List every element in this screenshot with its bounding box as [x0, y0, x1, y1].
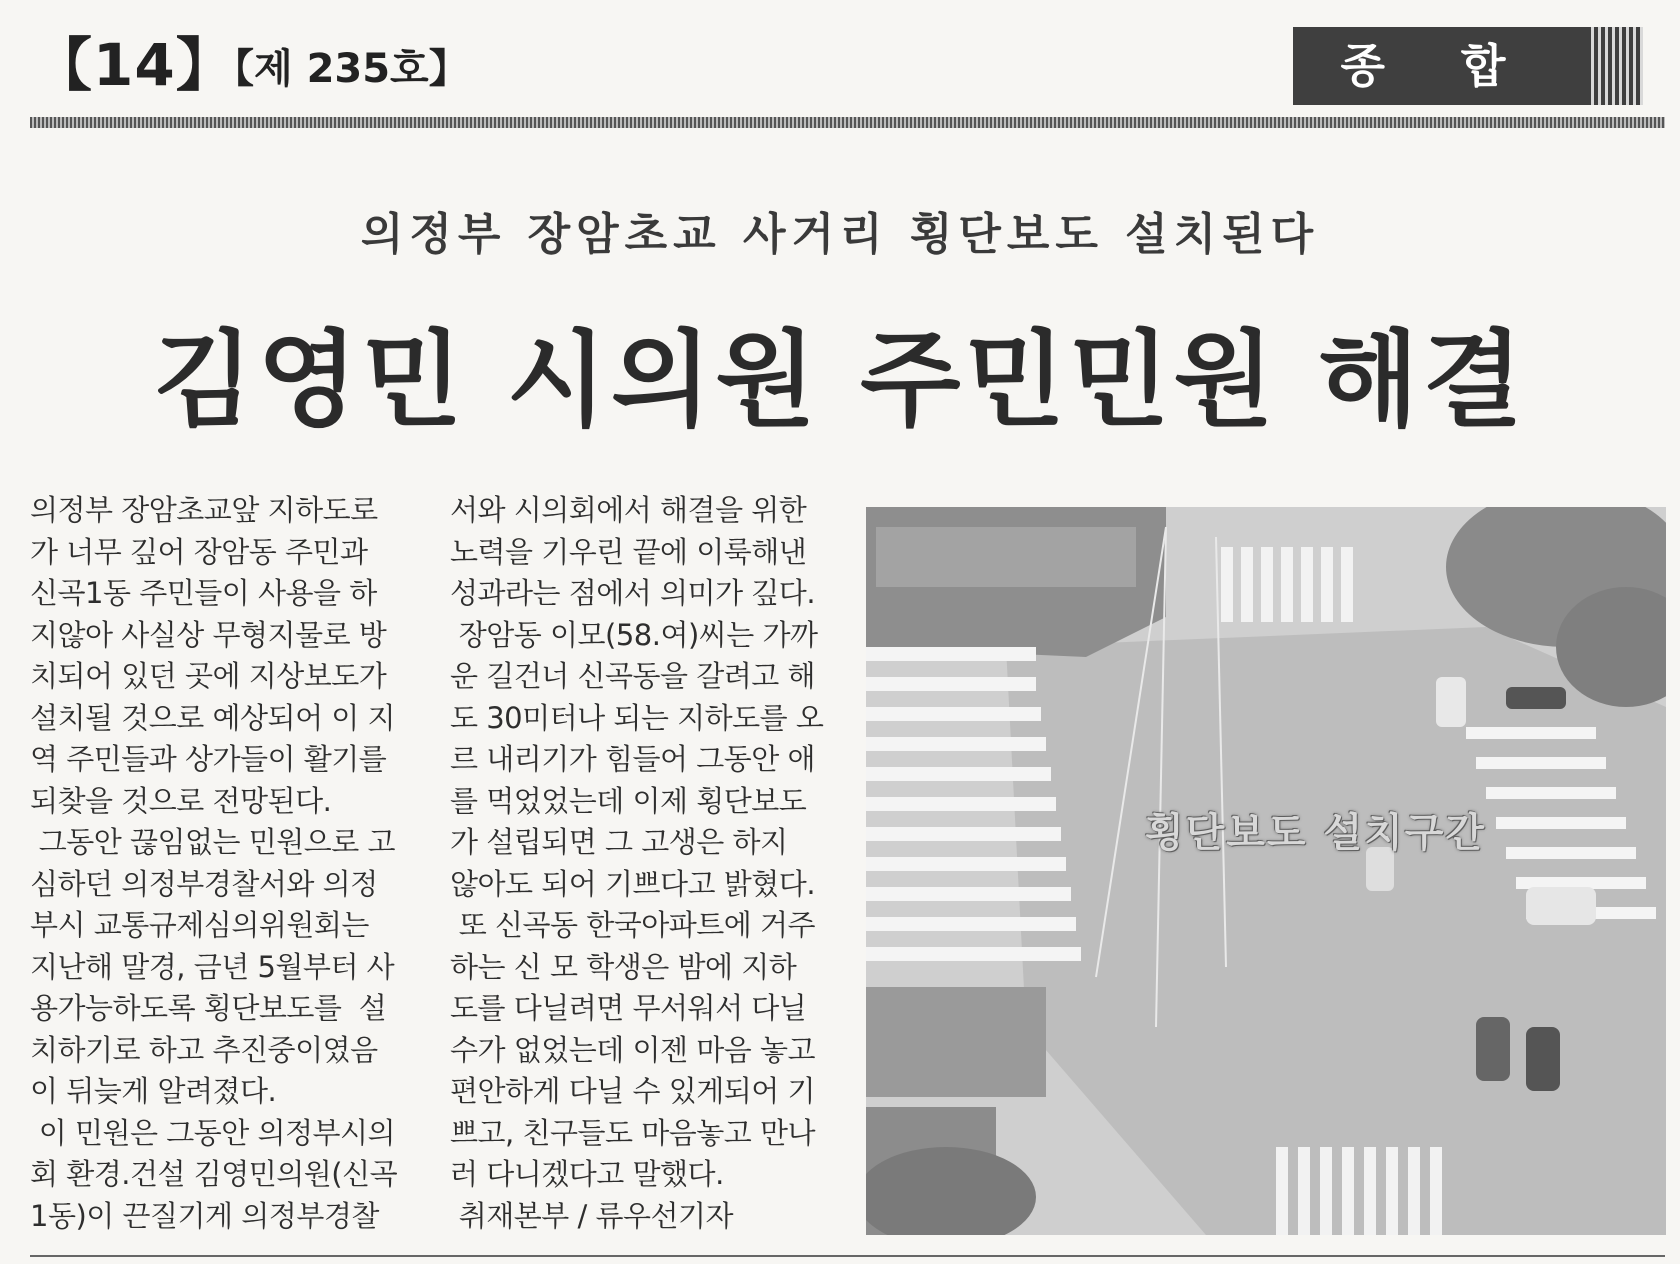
header-rule: [30, 117, 1665, 128]
bottom-rule: [30, 1255, 1665, 1257]
section-label-box: [1293, 27, 1643, 105]
article-column-1: 의정부 장암초교앞 지하도로 가 너무 깊어 장암동 주민과 신곡1동 주민들이 사용을 하 지않아 사실상 무형지물로 방 치되어 있던 곳에 지상보도가 설치될 것으로 예상되어 이 지 역 주민들과 상가들이 활기를 되찾을 것으로 전망된다. 그동안 끊임없는 민원으로 고 심하던 의정부경찰서와 의정 부시 교통규제심의위원회는 지난해 말경, 금년 5월부터 사 용가능하도록 횡단보도를 설 치하기로 하고 추진중이였음 이 뒤늦게 알려졌다. 이 민원은 그동안 의정부시의 회 환경.건설 김영민의원(신곡 1동)이 끈질기게 의정부경찰: [30, 493, 398, 1233]
section-stripes: [1587, 27, 1643, 105]
intersection-aerial-photo: [866, 507, 1666, 1235]
section-label: 종 합: [1340, 39, 1536, 93]
photo-caption: 횡단보도 설치구간: [1145, 810, 1487, 856]
article-subtitle: 의정부 장암초교 사거리 횡단보도 설치된다: [360, 209, 1320, 260]
article-column-2: 서와 시의회에서 해결을 위한 노력을 기우린 끝에 이룩해낸 성과라는 점에서 의미가 깊다. 장암동 이모(58.여)씨는 가까 운 길건너 신곡동을 갈려고 해 도 30미터나 되는 지하도를 오 르 내리기가 힘들어 그동안 애 를 먹었었는데 이제 횡단보도 가 설립되면 그 고생은 하지 않아도 되어 기쁘다고 밝혔다. 또 신곡동 한국아파트에 거주 하는 신 모 학생은 밤에 지하 도를 다닐려면 무서워서 다닐 수가 없었는데 이젠 마음 놓고 편안하게 다닐 수 있게되어 기 쁘고, 친구들도 마음놓고 만나 러 다니겠다고 말했다. 취재본부 / 류우선기자: [450, 493, 824, 1233]
issue-number: 【제 235호】: [214, 46, 469, 92]
article-headline: 김영민 시의원 주민민원 해결: [152, 319, 1528, 441]
page-number: 【14】: [34, 31, 235, 99]
